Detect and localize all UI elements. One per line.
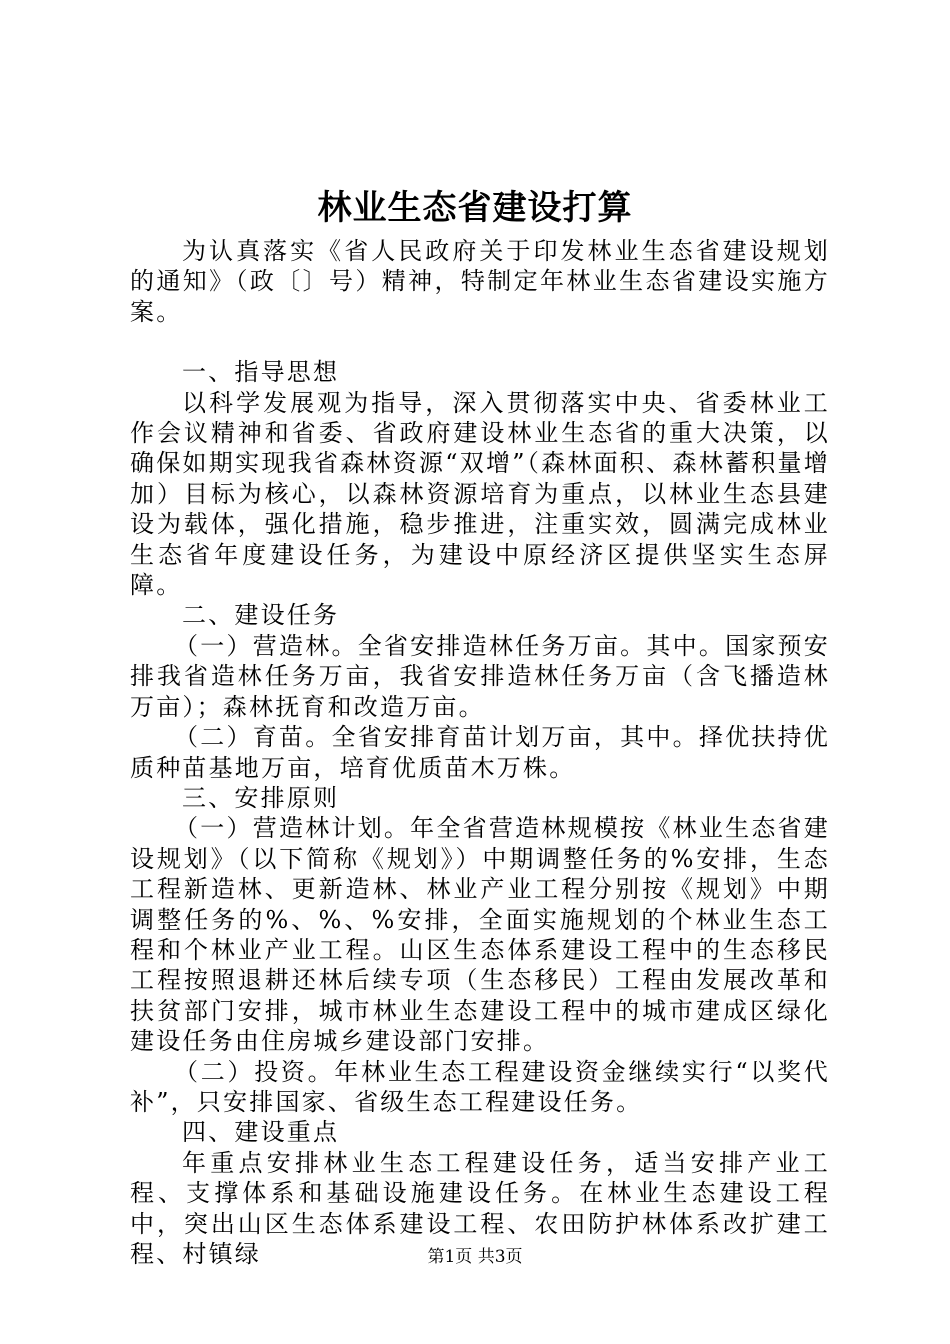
section-heading-arrangement-principles: 三、安排原则 xyxy=(182,783,340,812)
section-heading-construction-focus: 四、建设重点 xyxy=(182,1118,340,1147)
nursery-paragraph: （二）育苗。全省安排育苗计划万亩，其中。择优扶持优质种苗基地万亩，培育优质苗木万株。 xyxy=(130,723,830,782)
guiding-ideology-paragraph: 以科学发展观为指导，深入贯彻落实中央、省委林业工作会议精神和省委、省政府建设林业生态省的重大决策，以确保如期实现我省森林资源“双增”（森林面积、森林蓄积量增加）目标为核心，以森林资源培育为重点，以林业生态县建设为载体，强化措施，稳步推进，注重实效，圆满完成林业生态省年度建设任务，为建设中原经济区提供坚实生态屏障。 xyxy=(130,388,830,600)
intro-paragraph: 为认真落实《省人民政府关于印发林业生态省建设规划的通知》（政〔〕号）精神，特制定年林业生态省建设实施方案。 xyxy=(130,237,830,326)
document-title: 林业生态省建设打算 xyxy=(317,188,633,228)
section-heading-construction-tasks: 二、建设任务 xyxy=(182,601,340,630)
page-footer: 第1页 共3页 xyxy=(427,1247,523,1267)
paragraph-gap xyxy=(130,327,830,357)
document-body xyxy=(130,236,830,1269)
investment-paragraph: （二）投资。年林业生态工程建设资金继续实行“以奖代补”，只安排国家、省级生态工程建设任务。 xyxy=(130,1057,830,1116)
afforestation-plan-paragraph: （一）营造林计划。年全省营造林规模按《林业生态省建设规划》（以下简称《规划》）中期调整任务的%安排，生态工程新造林、更新造林、林业产业工程分别按《规划》中期调整任务的%、%、%安排，全面实施规划的个林业生态工程和个林业产业工程。山区生态体系建设工程中的生态移民工程按照退耕还林后续专项（生态移民）工程由发展改革和扶贫部门安排，城市林业生态建设工程中的城市建成区绿化建设任务由住房城乡建设部门安排。 xyxy=(130,814,830,1056)
afforestation-paragraph: （一）营造林。全省安排造林任务万亩。其中。国家预安排我省造林任务万亩，我省安排造林任务万亩（含飞播造林万亩）；森林抚育和改造万亩。 xyxy=(130,631,830,721)
construction-focus-paragraph: 年重点安排林业生态工程建设任务，适当安排产业工程、支撑体系和基础设施建设任务。在林业生态建设工程中，突出山区生态体系建设工程、农田防护林体系改扩建工程、村镇绿 xyxy=(130,1148,830,1268)
section-heading-guiding-ideology: 一、指导思想 xyxy=(182,358,340,387)
